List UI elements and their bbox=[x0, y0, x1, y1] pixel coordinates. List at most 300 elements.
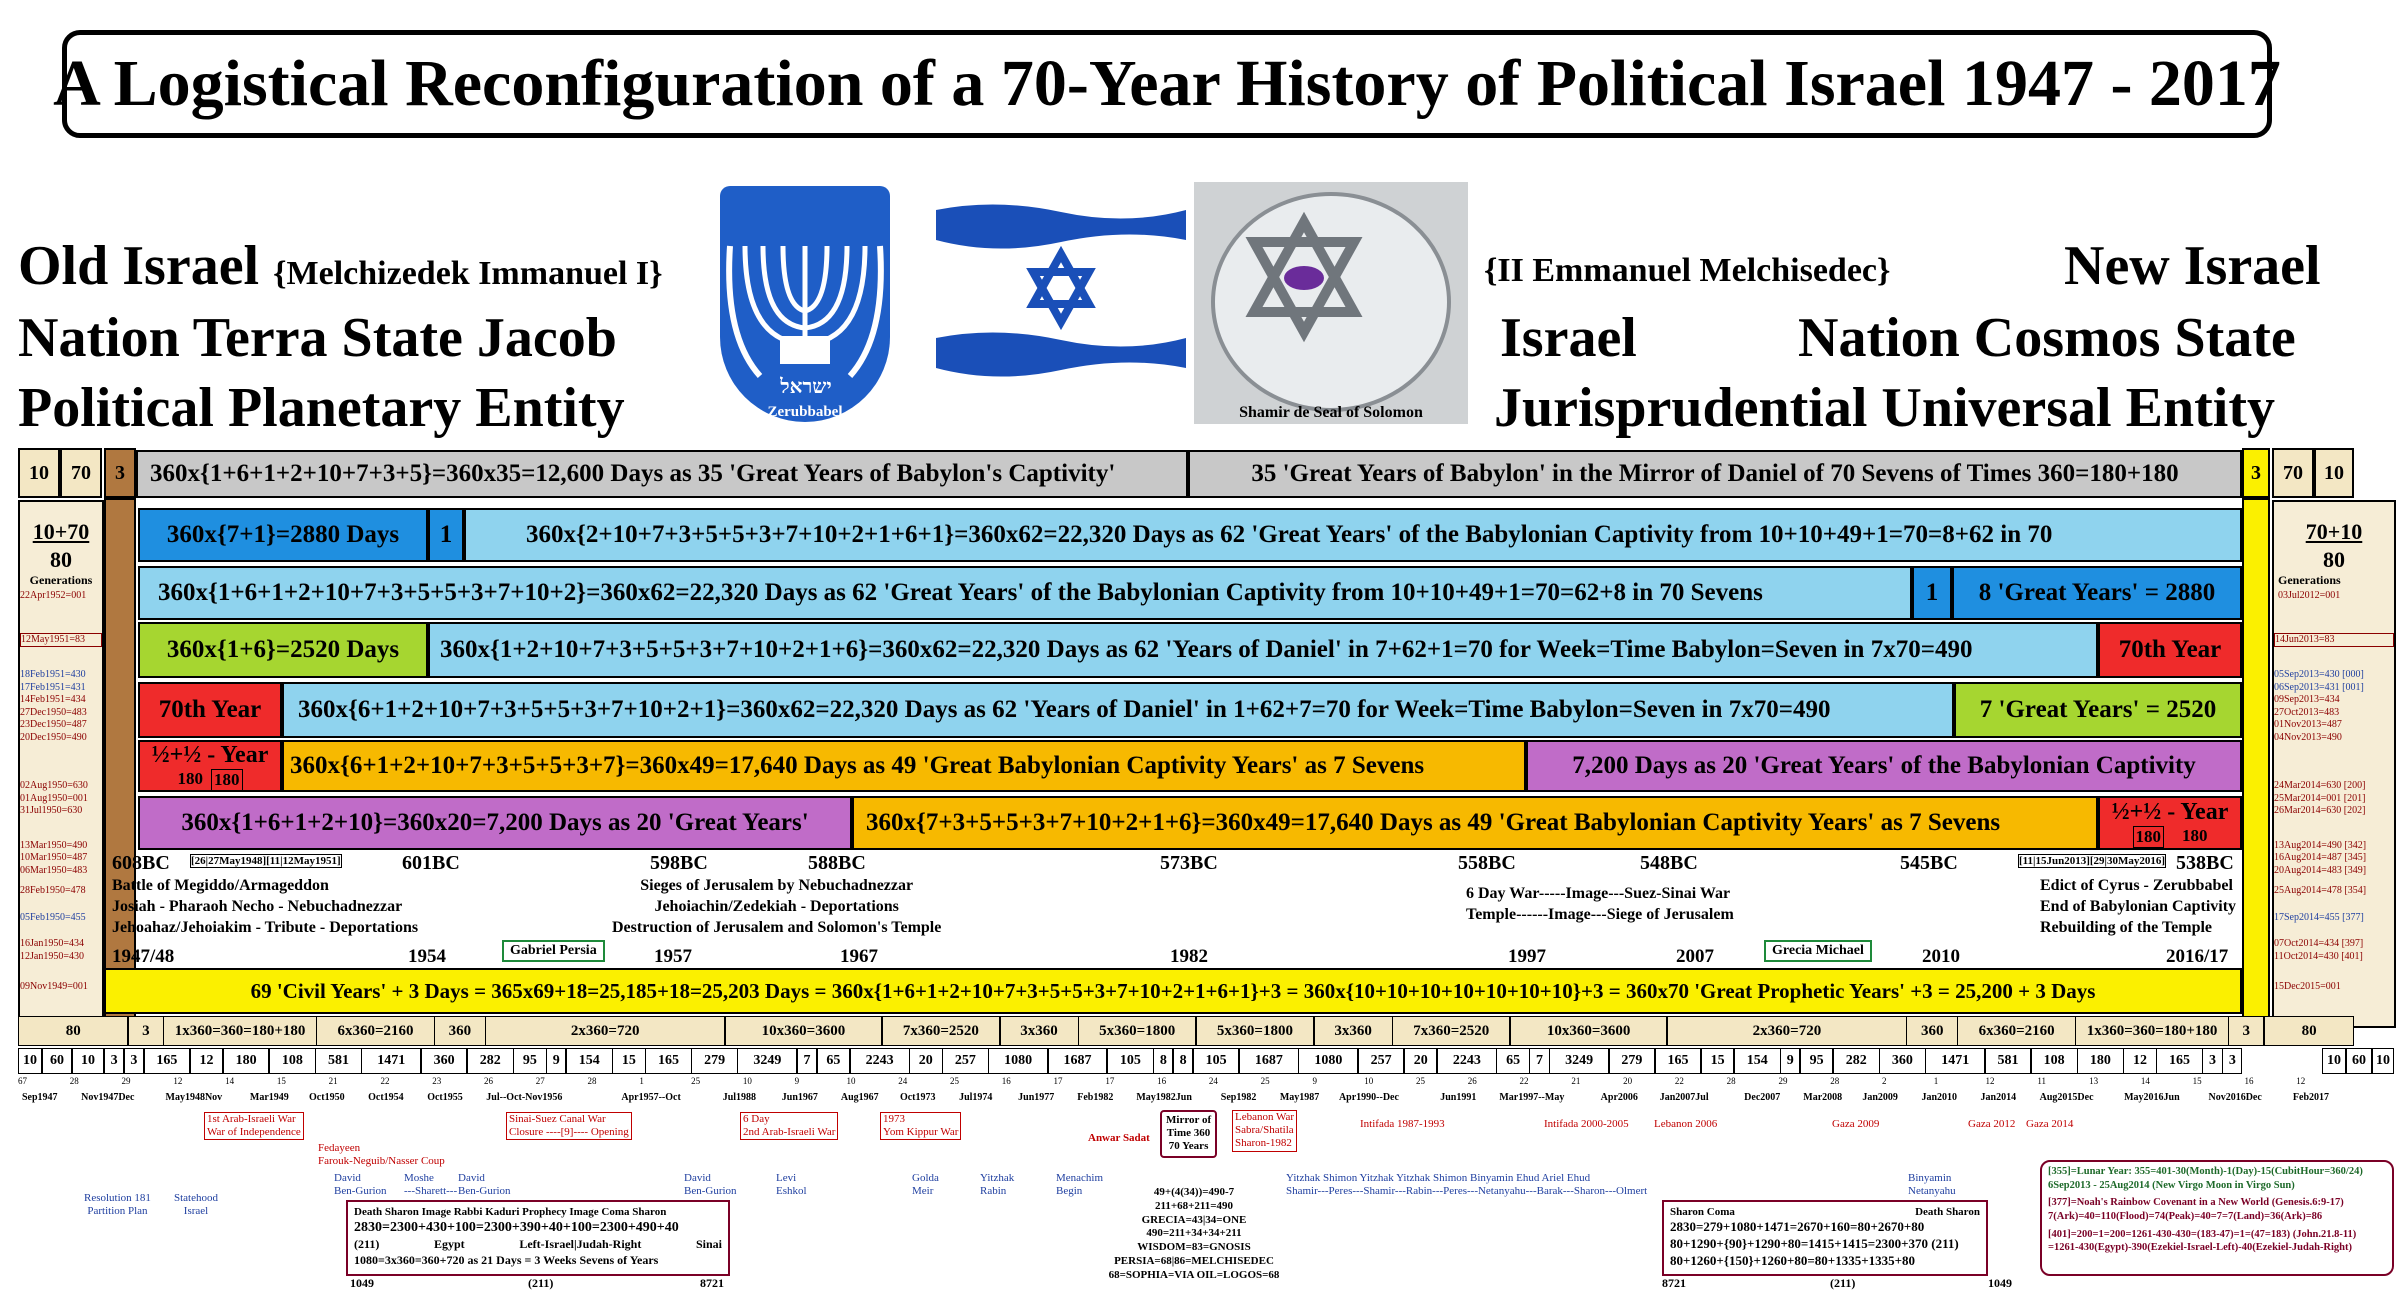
person-golda-meir bbox=[912, 1172, 939, 1198]
grid1-cell-19: 80 bbox=[2264, 1016, 2355, 1046]
grid3-cell-2: 10 bbox=[72, 1048, 104, 1074]
grid2-cell-6: 581 bbox=[315, 1048, 362, 1074]
event-gaza-2009: Gaza 2009 bbox=[1832, 1118, 1880, 1130]
right-date1: 14Jun2013=83 bbox=[2274, 633, 2394, 648]
tick-27: 25 bbox=[1416, 1076, 1425, 1086]
tick-7: 22 bbox=[380, 1076, 390, 1086]
tick-40: 13 bbox=[2089, 1076, 2099, 1086]
bc-center-events bbox=[612, 876, 941, 938]
band-r6b: 360x{6+1+2+10+7+3+5+5+3+7}=360x49=17,640 Days as 49 'Great Babylonian Captivity Years' as 7 Sevens bbox=[282, 740, 1526, 792]
jurisprudential-heading: Jurisprudential Universal Entity bbox=[1494, 377, 2275, 439]
person-p9: Yitzhak bbox=[980, 1172, 1015, 1184]
tick-31: 20 bbox=[1623, 1076, 1633, 1086]
right-dates2-3: 27Oct2013=483 bbox=[2274, 706, 2340, 718]
tick-34: 29 bbox=[1778, 1076, 1788, 1086]
nation-cosmos-heading: Nation Cosmos State bbox=[1798, 307, 2296, 369]
emmanuel-label: {II Emmanuel Melchisedec} bbox=[1484, 252, 1891, 289]
sharon-right-head bbox=[1670, 1205, 1980, 1219]
event-e1b: War of Independence bbox=[207, 1126, 301, 1139]
date-label-6: Oct1955 bbox=[427, 1092, 463, 1103]
right-dates7-1: 11Oct2014=430 [401] bbox=[2274, 950, 2363, 962]
year-2007: 2007 bbox=[1676, 946, 1714, 967]
band-r7c-half2: 180 bbox=[2182, 825, 2208, 845]
date-label-30: May2016Jun bbox=[2124, 1092, 2180, 1103]
grid1-cell-3: 6x360=2160 bbox=[316, 1016, 434, 1046]
person-begin bbox=[1056, 1172, 1103, 1198]
person-netanyahu bbox=[1908, 1172, 1956, 1198]
year-1957: 1957 bbox=[654, 946, 692, 967]
person-p2b: Israel bbox=[183, 1205, 209, 1218]
bc-right-event-1: End of Babylonian Captivity bbox=[2040, 897, 2237, 915]
grid2-cell-27: 105 bbox=[1193, 1048, 1240, 1074]
grid2-cell-30: 257 bbox=[1358, 1048, 1405, 1074]
grid2-cell-51: 3 bbox=[2222, 1048, 2242, 1074]
person-ben-gurion-1 bbox=[334, 1172, 387, 1198]
center-math bbox=[1104, 1186, 1284, 1282]
sharon-right-l1: 2830=279+1080+1471=2670+160=80+2670+80 bbox=[1670, 1219, 1925, 1235]
grid2-cell-35: 3249 bbox=[1549, 1048, 1609, 1074]
grid2-cell-18: 65 bbox=[817, 1048, 850, 1074]
bc-mid-events bbox=[1466, 884, 1734, 926]
grecia-michael-label: Grecia Michael bbox=[1764, 940, 1872, 962]
person-p1: Resolution 181 bbox=[84, 1192, 151, 1204]
person-p6: David bbox=[684, 1172, 711, 1184]
event-e7c: 70 Years bbox=[1168, 1140, 1209, 1153]
right-dates3-0: 24Mar2014=630 [200] bbox=[2274, 780, 2366, 791]
israel-heading: Israel bbox=[1500, 307, 1637, 369]
left-dates7-0: 16Jan1950=434 bbox=[20, 938, 84, 949]
emblem-caption: Zerubbabel bbox=[767, 404, 843, 420]
person-p11: Yitzhak Shimon Yitzhak Yitzhak Shimon Binyamin Ehud Ariel Ehud bbox=[1286, 1172, 1591, 1184]
tick-13: 25 bbox=[691, 1076, 701, 1086]
sharon-left-l1: 2830=2300+430+100=2300+390+40+100=2300+490+40 bbox=[354, 1220, 679, 1236]
event-e7b: Time 360 bbox=[1166, 1127, 1211, 1140]
tick-17: 24 bbox=[898, 1076, 908, 1086]
right-date8: 15Dec2015=001 bbox=[2274, 981, 2341, 992]
tick-11: 28 bbox=[587, 1076, 597, 1086]
grid2-cell-9: 282 bbox=[467, 1048, 514, 1074]
right-ratio: 70+10 bbox=[2305, 519, 2363, 544]
grid2-cell-5: 108 bbox=[269, 1048, 316, 1074]
grid2-cell-45: 581 bbox=[1985, 1048, 2032, 1074]
sharon-left-box bbox=[346, 1200, 730, 1276]
person-p5: David bbox=[458, 1172, 485, 1184]
sharon-right-box bbox=[1662, 1200, 1988, 1276]
seal-of-solomon-icon bbox=[1194, 182, 1468, 424]
year-1947: 1947/48 bbox=[112, 946, 175, 967]
grid3-cell-1: 60 bbox=[42, 1048, 72, 1074]
band-r6c: 7,200 Days as 20 'Great Years' of the Babylonian Captivity bbox=[1526, 740, 2242, 792]
left-date1: 12May1951=83 bbox=[20, 633, 102, 648]
date-label-8: Apr1957--Oct bbox=[621, 1092, 681, 1103]
grid2-cell-20: 20 bbox=[909, 1048, 942, 1074]
person-resolution-181 bbox=[84, 1192, 151, 1218]
nation-terra-heading: Nation Terra State Jacob bbox=[18, 307, 617, 369]
sharon-left-f1: 1049 bbox=[350, 1276, 374, 1290]
tick-21: 17 bbox=[1105, 1076, 1115, 1086]
grid2-cell-7: 1471 bbox=[361, 1048, 421, 1074]
date-label-19: Apr1990--Dec bbox=[1338, 1092, 1399, 1103]
tick-18: 25 bbox=[950, 1076, 959, 1086]
bc-558: 558BC bbox=[1458, 852, 1516, 874]
left-dates3-2: 31Jul1950=630 bbox=[20, 805, 83, 816]
sharon-left-f2: (211) bbox=[528, 1276, 554, 1290]
event-e3b: Closure ----[9]---- Opening bbox=[509, 1126, 629, 1139]
left-dates3-1: 01Aug1950=001 bbox=[20, 792, 88, 804]
page-title: A Logistical Reconfiguration of a 70-Year History of Political Israel 1947 - 2017 bbox=[62, 30, 2272, 138]
date-label-21: Mar1997--May bbox=[1499, 1092, 1565, 1103]
grid2-cell-4: 180 bbox=[223, 1048, 270, 1074]
event-e4: 6 Day bbox=[743, 1113, 770, 1125]
grid2-cell-43: 360 bbox=[1879, 1048, 1926, 1074]
tick-19: 16 bbox=[1001, 1076, 1011, 1086]
bc-573: 573BC bbox=[1160, 852, 1218, 874]
date-label-24: Dec2007 bbox=[1744, 1092, 1781, 1103]
center-math-4: WISDOM=83=GNOSIS bbox=[1137, 1241, 1251, 1253]
bc-right-date: [11|15Jun2013][29|30May2016] bbox=[2019, 855, 2166, 867]
sharon-right-f2: (211) bbox=[1830, 1276, 1856, 1290]
date-label-17: Sep1982 bbox=[1220, 1092, 1257, 1103]
year-2010: 2010 bbox=[1922, 946, 1960, 967]
event-yom-kippur bbox=[880, 1112, 961, 1140]
left-side-column bbox=[18, 500, 104, 1028]
lunar-l5: [401]=200=1=200=1261-430-430=(183-47)=1=(47=183) (John.21.8-11) bbox=[2048, 1228, 2357, 1240]
band-r1b: 35 'Great Years of Babylon' in the Mirror of Daniel of 70 Sevens of Times 360=180+180 bbox=[1188, 450, 2242, 498]
sharon-right-l2: 80+1290+{90}+1290+80=1415+1415=2300+370 (211) bbox=[1670, 1236, 1959, 1252]
old-israel-label: Old Israel bbox=[18, 235, 260, 297]
left-col-70: 70 bbox=[60, 448, 102, 498]
tick-33: 28 bbox=[1726, 1076, 1736, 1086]
tick-14: 10 bbox=[742, 1076, 752, 1086]
sharon-left-l2 bbox=[354, 1237, 722, 1253]
left-ratio: 10+70 bbox=[32, 519, 90, 544]
date-label-28: Jan2014 bbox=[1980, 1092, 2017, 1103]
grid1-cell-1: 3 bbox=[128, 1016, 164, 1046]
person-p8b: Meir bbox=[912, 1185, 934, 1198]
date-label-22: Apr2006 bbox=[1600, 1092, 1638, 1103]
sharon-right-l3: 80+1260+{150}+1260+80=80+1335+1335+80 bbox=[1670, 1253, 1916, 1269]
center-math-6: 68=SOPHIA=VIA OIL=LOGOS=68 bbox=[1108, 1268, 1280, 1281]
grid1-cell-13: 10x360=3600 bbox=[1510, 1016, 1668, 1046]
bc-right-event-2: Rebuilding of the Temple bbox=[2040, 918, 2213, 936]
date-label-3: Mar1949 bbox=[249, 1092, 289, 1103]
left-dates2-2: 14Feb1951=434 bbox=[20, 694, 86, 705]
right-dates7-0: 07Oct2014=434 [397] bbox=[2274, 938, 2364, 949]
grid1-cell-7: 7x360=2520 bbox=[882, 1016, 1000, 1046]
tick-6: 21 bbox=[328, 1076, 338, 1086]
bc-mid-event-0: 6 Day War-----Image---Suez-Sinai War bbox=[1466, 885, 1731, 902]
person-p1b: Partition Plan bbox=[87, 1205, 148, 1218]
grid2-cell-3: 12 bbox=[190, 1048, 223, 1074]
grid2-cell-41: 95 bbox=[1800, 1048, 1833, 1074]
grid3-cell-3: 10 bbox=[2322, 1048, 2346, 1074]
event-e2b: Farouk-Neguib/Nasser Coup bbox=[318, 1155, 445, 1168]
band-r5a: 70th Year bbox=[138, 682, 282, 738]
tick-1: 28 bbox=[69, 1076, 79, 1086]
event-intifada-1987: Intifada 1987-1993 bbox=[1360, 1118, 1445, 1130]
date-label-9: Jul1988 bbox=[722, 1092, 757, 1103]
date-label-18: May1987 bbox=[1279, 1092, 1320, 1103]
event-e8b: Sabra/Shatila bbox=[1235, 1124, 1294, 1137]
right-dates3-1: 25Mar2014=001 [201] bbox=[2274, 792, 2366, 804]
ring-caption: Shamir de Seal of Solomon bbox=[1239, 404, 1423, 421]
right-dates4-2: 20Aug2014=483 [349] bbox=[2274, 864, 2367, 876]
grid1-cell-18: 3 bbox=[2228, 1016, 2264, 1046]
right-yellow-strip bbox=[2242, 498, 2270, 1028]
person-p10b: Begin bbox=[1056, 1185, 1083, 1198]
date-label-11: Aug1967 bbox=[840, 1092, 879, 1103]
event-6-day bbox=[740, 1112, 838, 1140]
left-ratio-80: 80 bbox=[50, 546, 72, 572]
grid2-cell-17: 7 bbox=[797, 1048, 817, 1074]
band-r2b: 1 bbox=[428, 508, 464, 562]
date-label-4: Oct1950 bbox=[309, 1092, 345, 1103]
lunar-l4: 7(Ark)=40=110(Flood)=74(Peak)=40=7=7(Land)=36(Ark)=86 bbox=[2048, 1210, 2323, 1222]
grid2-cell-39: 154 bbox=[1734, 1048, 1781, 1074]
band-r6a-half2: 180 bbox=[211, 769, 243, 791]
band-r3a: 360x{1+6+1+2+10+7+3+5+5+3+7+10+2}=360x62=22,320 Days as 62 'Great Years' of the Babylonian Captivity from 10+10+49+1=70=62+8 in 70 Sevens bbox=[138, 566, 1912, 620]
tick-42: 15 bbox=[2192, 1076, 2202, 1086]
tick-10: 27 bbox=[535, 1076, 545, 1086]
right-dates2-5: 04Nov2013=490 bbox=[2274, 731, 2342, 743]
tick-23: 24 bbox=[1208, 1076, 1218, 1086]
date-label-2: May1948Nov bbox=[165, 1092, 223, 1103]
date-label-29: Aug2015Dec bbox=[2039, 1092, 2094, 1103]
band-r2c: 360x{2+10+7+3+5+5+3+7+10+2+1+6+1}=360x62=22,320 Days as 62 'Great Years' of the Babylonian Captivity from 10+10+49+1=70=8+62 in 70 bbox=[464, 508, 2242, 562]
grid2-cell-50: 3 bbox=[2202, 1048, 2222, 1074]
date-label-25: Mar2008 bbox=[1803, 1092, 1843, 1103]
grid2-cell-40: 9 bbox=[1780, 1048, 1800, 1074]
person-shamir-peres-sequence bbox=[1286, 1172, 1647, 1198]
star-of-david-icon bbox=[936, 188, 1186, 398]
right-date5: 25Aug2014=478 [354] bbox=[2274, 885, 2367, 896]
bc-545: 545BC bbox=[1900, 852, 1958, 874]
event-1st-arab-israeli-war bbox=[204, 1112, 304, 1140]
year-1954: 1954 bbox=[408, 946, 446, 967]
tick-29: 22 bbox=[1519, 1076, 1529, 1086]
tick-24: 25 bbox=[1260, 1076, 1270, 1086]
tick-16: 10 bbox=[846, 1076, 856, 1086]
event-e4b: 2nd Arab-Israeli War bbox=[743, 1126, 836, 1139]
lunar-year-box bbox=[2040, 1160, 2394, 1276]
grid1-cell-12: 7x360=2520 bbox=[1392, 1016, 1510, 1046]
date-label-27: Jan2010 bbox=[1921, 1092, 1958, 1103]
person-p8: Golda bbox=[912, 1172, 939, 1184]
person-p7: Levi bbox=[776, 1172, 797, 1184]
sharon-right-f1: 8721 bbox=[1662, 1276, 1686, 1290]
right-dates4-1: 16Aug2014=487 [345] bbox=[2274, 852, 2367, 863]
band-r2a: 360x{7+1}=2880 Days bbox=[138, 508, 428, 562]
bc-601: 601BC bbox=[402, 852, 460, 874]
band-r6a-half1: 180 bbox=[177, 768, 203, 788]
date-label-12: Oct1973 bbox=[899, 1092, 936, 1103]
grid3-cell-4: 60 bbox=[2346, 1048, 2372, 1074]
band-r7c-half1: 180 bbox=[2133, 826, 2165, 848]
center-math-3: 490=211+34+34+211 bbox=[1146, 1227, 1242, 1240]
grid2-cell-19: 2243 bbox=[850, 1048, 910, 1074]
grid2-cell-23: 1687 bbox=[1048, 1048, 1108, 1074]
bc-center-event-2: Destruction of Jerusalem and Solomon's Temple bbox=[612, 918, 942, 936]
left-col-3: 3 bbox=[104, 448, 136, 498]
grid2-cell-37: 165 bbox=[1655, 1048, 1702, 1074]
sharon-left-l2c: Left-Israel|Judah-Right bbox=[519, 1237, 642, 1252]
bc-598: 598BC bbox=[650, 852, 708, 874]
new-israel-heading: New Israel bbox=[2064, 235, 2321, 297]
grid2-cell-26: 8 bbox=[1173, 1048, 1193, 1074]
lunar-l3: [377]=Noah's Rainbow Covenant in a New World (Genesis.6:9-17) bbox=[2048, 1197, 2344, 1209]
band-r7c-label: ½+½ - Year bbox=[2111, 798, 2229, 825]
event-e5b: Yom Kippur War bbox=[883, 1126, 959, 1139]
date-label-31: Nov2016Dec bbox=[2208, 1092, 2262, 1103]
israel-flag bbox=[936, 188, 1186, 398]
person-ben-gurion-3 bbox=[684, 1172, 737, 1198]
band-r4b: 360x{1+2+10+7+3+5+5+3+7+10+2+1+6}=360x62=22,320 Days as 62 'Years of Daniel' in 7+62+1=70 for Week=Time Babylon=Seven in 7x70=490 bbox=[428, 622, 2098, 678]
band-r7b: 360x{7+3+5+5+3+7+10+2+1+6}=360x49=17,640 Days as 49 'Great Babylonian Captivity Years' as 7 Sevens bbox=[852, 796, 2098, 850]
person-p12b: Netanyahu bbox=[1908, 1185, 1956, 1198]
event-anwar-sadat: Anwar Sadat bbox=[1088, 1132, 1150, 1144]
left-dates2-5: 20Dec1950=490 bbox=[20, 731, 87, 743]
grid2-cell-12: 154 bbox=[566, 1048, 613, 1074]
band-r6a-halves bbox=[178, 769, 243, 791]
tick-44: 12 bbox=[2296, 1076, 2306, 1086]
band-r4c: 70th Year bbox=[2098, 622, 2242, 678]
sharon-left-head: Death Sharon Image Rabbi Kaduri Prophecy Image Coma Sharon bbox=[354, 1206, 667, 1218]
event-mirror-of-time bbox=[1160, 1110, 1217, 1158]
lunar-l2: 6Sep2013 - 25Aug2014 (New Virgo Moon in Virgo Sun) bbox=[2048, 1179, 2295, 1191]
right-dates2-0: 05Sep2013=430 [000] bbox=[2274, 669, 2364, 680]
lunar-l6: =1261-430(Egypt)-390(Ezekiel-Israel-Left)-40(Ezekiel-Judah-Right) bbox=[2048, 1242, 2353, 1254]
year-1982: 1982 bbox=[1170, 946, 1208, 967]
bc-center-event-0: Sieges of Jerusalem by Nebuchadnezzar bbox=[640, 877, 914, 894]
bc-center-event-1: Jehoiachin/Zedekiah - Deportations bbox=[654, 897, 899, 915]
grid3-cell-0: 10 bbox=[18, 1048, 42, 1074]
grid1-cell-0: 80 bbox=[18, 1016, 128, 1046]
grid2-cell-36: 279 bbox=[1609, 1048, 1656, 1074]
date-label-5: Oct1954 bbox=[368, 1092, 404, 1103]
tick-37: 1 bbox=[1933, 1076, 1939, 1086]
bc-mid-event-1: Temple------Image---Siege of Jerusalem bbox=[1466, 905, 1734, 923]
date-label-26: Jan2009 bbox=[1862, 1092, 1898, 1103]
grid2-cell-31: 20 bbox=[1404, 1048, 1437, 1074]
sharon-left-l2b: Egypt bbox=[434, 1237, 465, 1252]
band-r7c bbox=[2098, 796, 2242, 850]
bc-left-event-2: Jehoahaz/Jehoiakim - Tribute - Deportations bbox=[112, 918, 419, 936]
grid1-cell-2: 1x360=360=180+180 bbox=[163, 1016, 317, 1046]
grid2-cell-14: 165 bbox=[645, 1048, 692, 1074]
person-p2: Statehood bbox=[174, 1192, 218, 1204]
tick-36: 2 bbox=[1882, 1076, 1887, 1086]
left-date5: 28Feb1950=478 bbox=[20, 885, 86, 896]
grid3-cell-5: 10 bbox=[2372, 1048, 2394, 1074]
tick-25: 9 bbox=[1312, 1076, 1317, 1086]
tick-3: 12 bbox=[173, 1076, 183, 1086]
bc-right-event-0: Edict of Cyrus - Zerubbabel bbox=[2040, 877, 2233, 894]
left-dates2-3: 27Dec1950=483 bbox=[20, 706, 87, 718]
tick-38: 12 bbox=[1985, 1076, 1995, 1086]
grid2-cell-11: 9 bbox=[546, 1048, 566, 1074]
grid2-cell-24: 105 bbox=[1107, 1048, 1154, 1074]
band-r5b: 360x{6+1+2+10+7+3+5+5+3+7+10+2+1}=360x62=22,320 Days as 62 'Years of Daniel' in 1+62+7=70 for Week=Time Babylon=Seven in 7x70=490 bbox=[282, 682, 1954, 738]
grid2-cell-22: 1080 bbox=[988, 1048, 1048, 1074]
grid1-cell-17: 1x360=360=180+180 bbox=[2075, 1016, 2229, 1046]
melchizedek-label: {Melchizedek Immanuel I} bbox=[273, 255, 663, 292]
year-2016: 2016/17 bbox=[2166, 946, 2229, 967]
grid1-cell-6: 10x360=3600 bbox=[725, 1016, 883, 1046]
right-dates3-2: 26Mar2014=630 [202] bbox=[2274, 805, 2366, 816]
person-p11b: Shamir---Peres---Shamir---Rabin---Peres---Netanyahu---Barak---Sharon---Olmert bbox=[1286, 1185, 1648, 1198]
right-date0: 03Jul2012=001 bbox=[2278, 590, 2341, 601]
grid2-cell-48: 12 bbox=[2123, 1048, 2156, 1074]
band-r3b: 1 bbox=[1912, 566, 1952, 620]
grid2-cell-2: 165 bbox=[144, 1048, 191, 1074]
date-label-0: Sep1947 bbox=[22, 1092, 58, 1103]
event-gaza-2012: Gaza 2012 bbox=[1968, 1118, 2016, 1130]
left-date8: 09Nov1949=001 bbox=[20, 981, 88, 992]
person-statehood bbox=[174, 1192, 218, 1218]
right-col-70: 70 bbox=[2272, 448, 2314, 498]
center-math-2: GRECIA=43|34=ONE bbox=[1141, 1213, 1247, 1226]
date-label-7: Jul--Oct-Nov1956 bbox=[486, 1092, 563, 1103]
band-r3c: 8 'Great Years' = 2880 bbox=[1952, 566, 2242, 620]
right-col-3: 3 bbox=[2242, 448, 2270, 498]
right-dates4-0: 13Aug2014=490 [342] bbox=[2274, 839, 2367, 851]
band-r7a: 360x{1+6+1+2+10}=360x20=7,200 Days as 20 'Great Years' bbox=[138, 796, 852, 850]
tick-39: 11 bbox=[2037, 1076, 2046, 1086]
grid2-cell-16: 3249 bbox=[737, 1048, 797, 1074]
grid2-cell-44: 1471 bbox=[1925, 1048, 1985, 1074]
grid1-cell-16: 6x360=2160 bbox=[1957, 1016, 2075, 1046]
year-1997: 1997 bbox=[1508, 946, 1546, 967]
band-r5c: 7 'Great Years' = 2520 bbox=[1954, 682, 2242, 738]
right-side-column bbox=[2272, 500, 2396, 1028]
left-dates3-0: 02Aug1950=630 bbox=[20, 780, 88, 791]
date-label-20: Jun1991 bbox=[1440, 1092, 1477, 1103]
person-p3b: Ben-Gurion bbox=[334, 1185, 387, 1198]
tick-41: 14 bbox=[2140, 1076, 2150, 1086]
left-dates2-1: 17Feb1951=431 bbox=[20, 681, 86, 693]
grid2-cell-38: 15 bbox=[1701, 1048, 1734, 1074]
grid1-cell-10: 5x360=1800 bbox=[1196, 1016, 1314, 1046]
date-label-15: Feb1982 bbox=[1077, 1092, 1114, 1103]
person-eshkol bbox=[776, 1172, 807, 1198]
left-dates4-0: 13Mar1950=490 bbox=[20, 839, 88, 851]
left-dates4-2: 06Mar1950=483 bbox=[20, 864, 88, 876]
grid2-cell-32: 2243 bbox=[1437, 1048, 1497, 1074]
grid2-cell-8: 360 bbox=[421, 1048, 468, 1074]
grid1-cell-8: 3x360 bbox=[1000, 1016, 1079, 1046]
political-entity-heading: Political Planetary Entity bbox=[18, 377, 625, 439]
gabriel-persia-label: Gabriel Persia bbox=[502, 940, 605, 962]
grid1-cell-14: 2x360=720 bbox=[1667, 1016, 1907, 1046]
grid2-cell-21: 257 bbox=[942, 1048, 989, 1074]
person-p3: David bbox=[334, 1172, 361, 1184]
shamir-ring-image bbox=[1194, 182, 1468, 424]
year-1967: 1967 bbox=[840, 946, 878, 967]
sharon-left-f3: 8721 bbox=[700, 1276, 724, 1290]
grid2-cell-33: 65 bbox=[1496, 1048, 1529, 1074]
left-dates2-4: 23Dec1950=487 bbox=[20, 719, 87, 730]
band-r6a bbox=[138, 740, 282, 792]
event-e2: Fedayeen bbox=[318, 1142, 361, 1154]
bc-608: 608BC bbox=[112, 852, 170, 874]
sharon-left-l2a: (211) bbox=[354, 1237, 380, 1252]
event-e8c: Sharon-1982 bbox=[1235, 1137, 1292, 1150]
center-math-5: PERSIA=68|86=MELCHISEDEC bbox=[1114, 1254, 1274, 1267]
center-math-0: 49+(4(34))=490-7 bbox=[1153, 1186, 1235, 1198]
right-dates2-4: 01Nov2013=487 bbox=[2274, 719, 2342, 730]
tick-15: 9 bbox=[794, 1076, 800, 1086]
tick-2: 29 bbox=[121, 1076, 131, 1086]
